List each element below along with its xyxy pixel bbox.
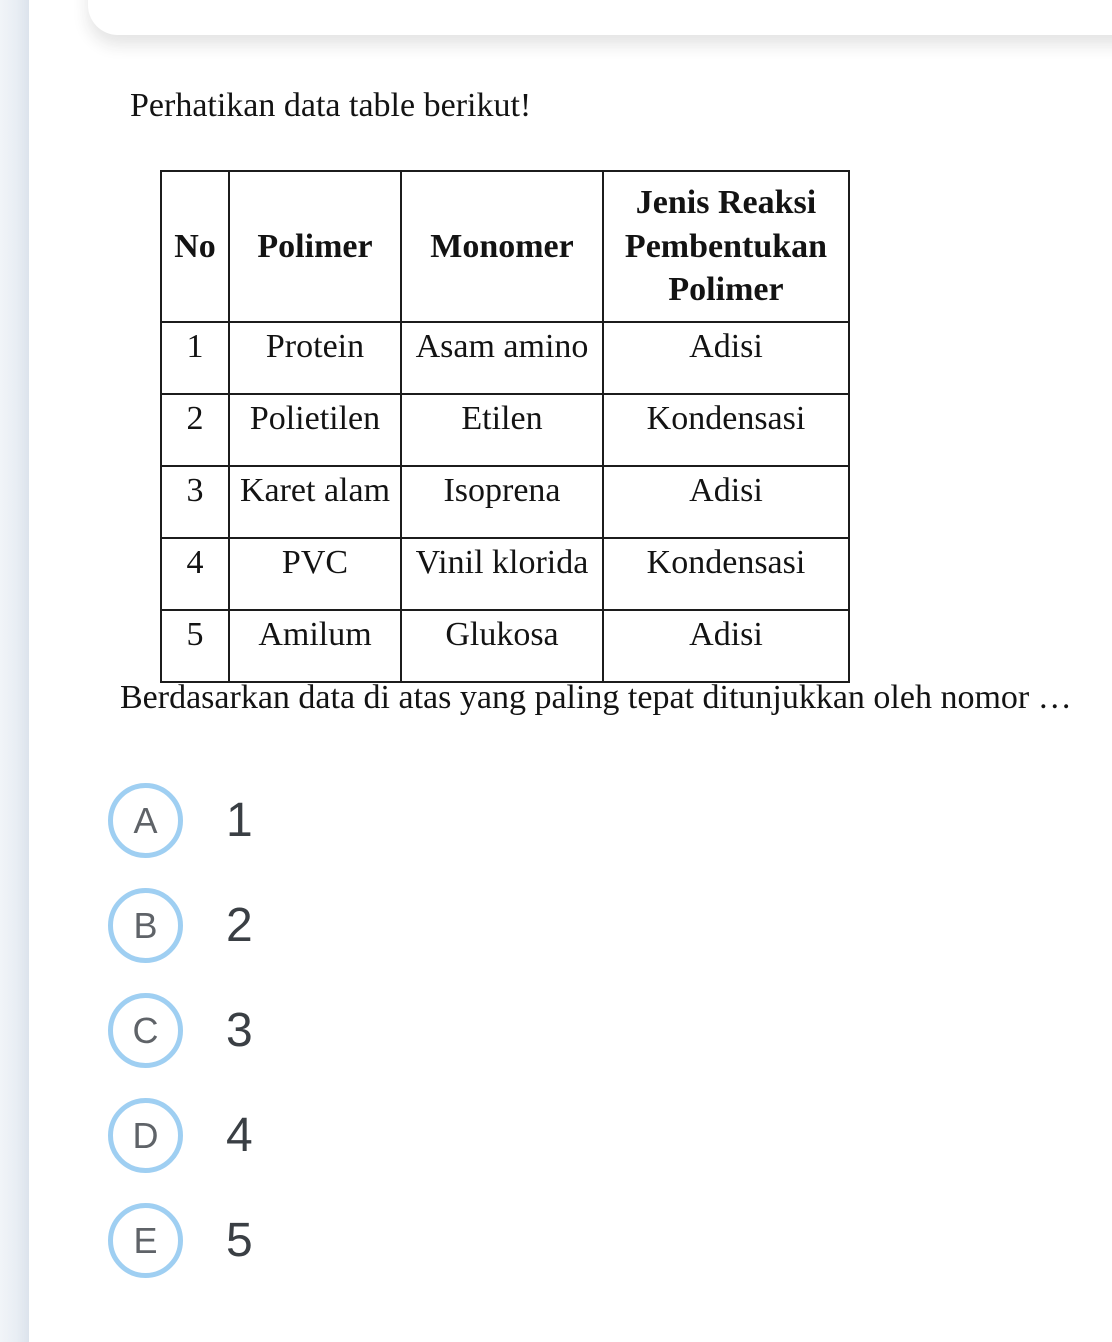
option-letter-badge[interactable]: B xyxy=(108,888,183,963)
cell-no: 2 xyxy=(161,394,229,466)
option-letter-badge[interactable]: E xyxy=(108,1203,183,1278)
cell-reaksi: Adisi xyxy=(603,466,849,538)
option-value-label: 4 xyxy=(226,1109,253,1162)
table-row xyxy=(161,466,849,538)
cell-monomer: Glukosa xyxy=(401,610,603,682)
option-value-label: 3 xyxy=(226,1004,253,1057)
cell-polimer: Karet alam xyxy=(229,466,401,538)
header-cell-polimer: Polimer xyxy=(229,171,401,322)
cell-no: 3 xyxy=(161,466,229,538)
question-intro-text: Perhatikan data table berikut! xyxy=(130,87,532,124)
cell-reaksi: Kondensasi xyxy=(603,538,849,610)
answer-option-b[interactable] xyxy=(108,888,253,963)
option-value-label: 5 xyxy=(226,1214,253,1267)
cell-polimer: Amilum xyxy=(229,610,401,682)
cell-no: 5 xyxy=(161,610,229,682)
cell-no: 1 xyxy=(161,322,229,394)
cell-monomer: Etilen xyxy=(401,394,603,466)
option-letter-badge[interactable]: D xyxy=(108,1098,183,1173)
cell-monomer: Asam amino xyxy=(401,322,603,394)
option-value-label: 2 xyxy=(226,899,253,952)
option-value-label: 1 xyxy=(226,794,253,847)
table-row xyxy=(161,394,849,466)
header-cell-monomer: Monomer xyxy=(401,171,603,322)
answer-option-a[interactable] xyxy=(108,783,253,858)
cell-monomer: Isoprena xyxy=(401,466,603,538)
cell-no: 4 xyxy=(161,538,229,610)
answer-option-c[interactable] xyxy=(108,993,253,1068)
cell-reaksi: Adisi xyxy=(603,610,849,682)
cell-reaksi: Adisi xyxy=(603,322,849,394)
table-row xyxy=(161,538,849,610)
cell-monomer: Vinil klorida xyxy=(401,538,603,610)
option-letter-badge[interactable]: A xyxy=(108,783,183,858)
answer-option-d[interactable] xyxy=(108,1098,253,1173)
page-edge-strip xyxy=(0,0,29,1342)
question-prompt-text: Berdasarkan data di atas yang paling tepat ditunjukkan oleh nomor … xyxy=(120,679,1072,716)
cell-polimer: Protein xyxy=(229,322,401,394)
option-letter-badge[interactable]: C xyxy=(108,993,183,1068)
table-header-row xyxy=(161,171,849,322)
cell-polimer: Polietilen xyxy=(229,394,401,466)
previous-card-bottom-edge xyxy=(88,0,1112,35)
answer-option-e[interactable] xyxy=(108,1203,253,1278)
polymer-data-table xyxy=(160,170,850,683)
header-cell-no: No xyxy=(161,171,229,322)
header-cell-reaksi: Jenis Reaksi Pembentukan Polimer xyxy=(603,171,849,322)
table-row xyxy=(161,322,849,394)
answer-options-list xyxy=(108,783,253,1308)
cell-polimer: PVC xyxy=(229,538,401,610)
table-row xyxy=(161,610,849,682)
cell-reaksi: Kondensasi xyxy=(603,394,849,466)
